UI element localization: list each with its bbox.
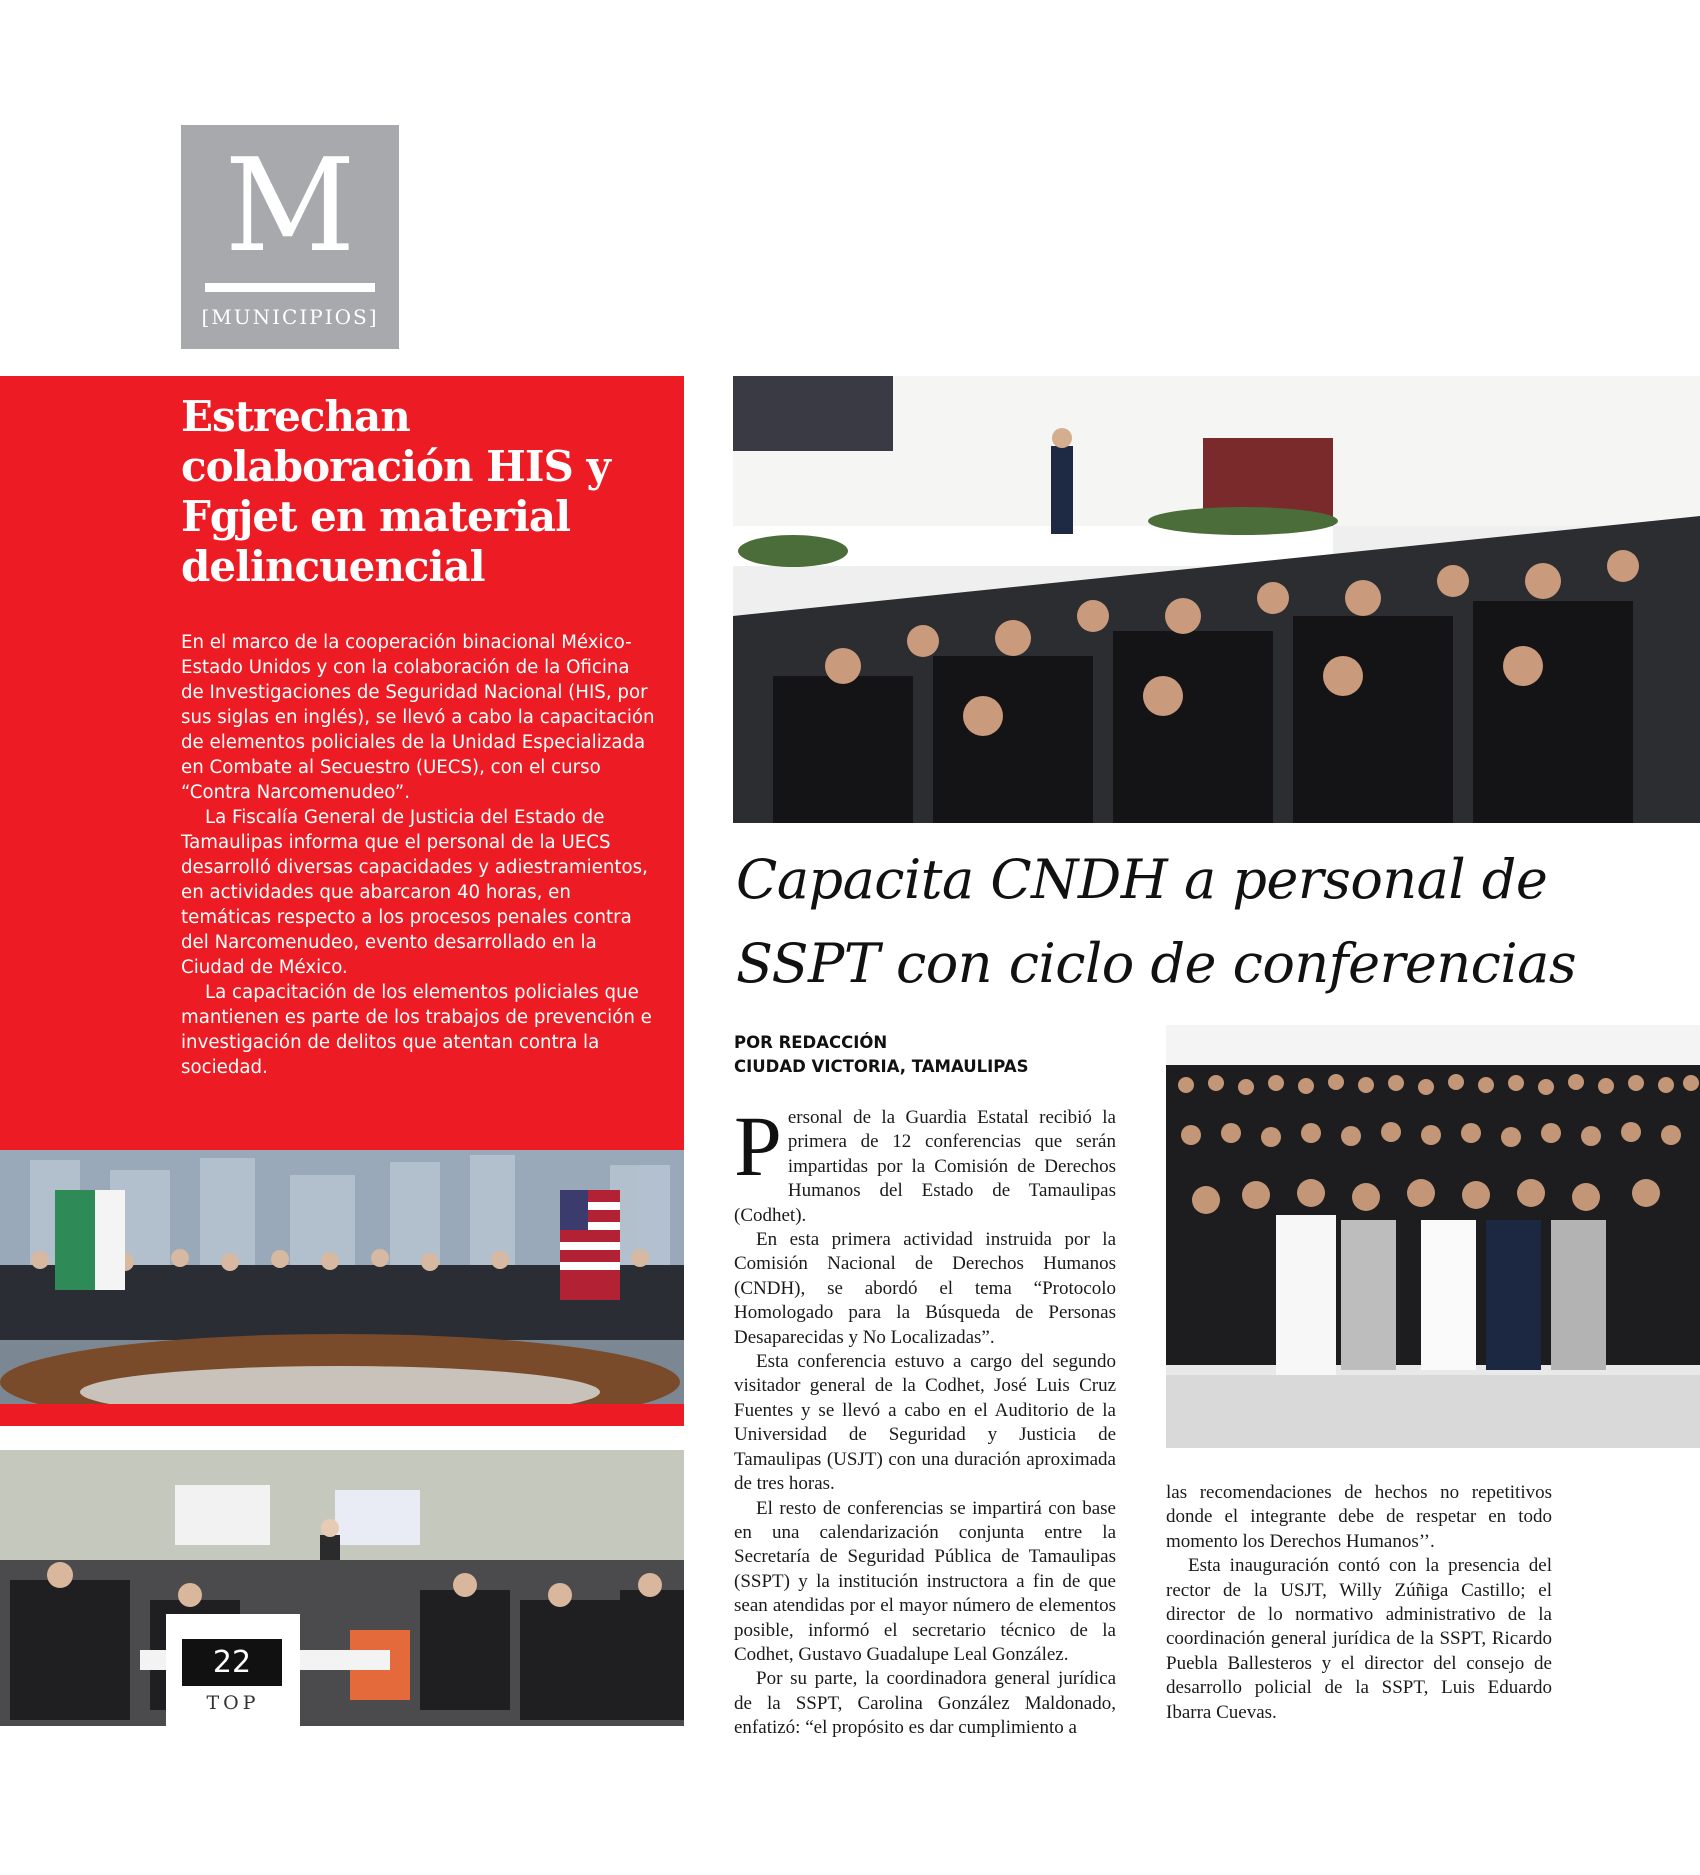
page-number: 22	[182, 1639, 282, 1686]
section-badge	[181, 125, 399, 349]
article-paragraph: El resto de conferencias se impartirá con base en una calendarización conjunta entre la Secretaría de Seguridad Pública de Tamaulipas (SSPT) y la institución instructora a fin de que sean atendidas por el mayor número de elementos posible, informó el secretario técnico de la Codhet, Gustavo Guadalupe Leal González.	[734, 1497, 1116, 1665]
drop-cap: P	[734, 1098, 782, 1194]
left-paragraph: La capacitación de los elementos policiales que mantienen es parte de los trabajos de prevención e investigación de delitos que atentan contra la sociedad.	[181, 982, 652, 1078]
article-paragraph: En esta primera actividad instruida por la Comisión Nacional de Derechos Humanos (CNDH), se abordó el tema “Protocolo Homologado para la Búsqueda de Personas Desaparecidas y No Localizadas”.	[734, 1229, 1116, 1348]
group-photo	[1166, 1025, 1700, 1448]
article-paragraph: Esta inauguración contó con la presencia del rector de la USJT, Willy Zúñiga Castillo; el director de lo normativo administrativo de la coordinación general jurídica de la SSPT, Ricardo Puebla Ballesteros y el director del consejo de desarrollo policial de la SSPT, Luis Eduardo Ibarra Cuevas.	[1166, 1555, 1552, 1723]
byline-author: POR REDACCIÓN	[734, 1033, 888, 1052]
page-tag: TOP	[206, 1692, 260, 1714]
left-paragraph: En el marco de la cooperación binacional México-Estado Unidos y con la colaboración de la Oficina de Investigaciones de Seguridad Nacional (HIS, por sus siglas en inglés), se llevó a cabo la capacitación de elementos policiales de la Unidad Especializada en Combate al Secuestro (UECS), con el curso “Contra Narcomenudeo”.	[181, 632, 655, 803]
page-number-box	[166, 1614, 300, 1726]
section-name: [MUNICIPIOS]	[201, 305, 379, 329]
article-paragraph: ersonal de la Guardia Estatal recibió la primera de 12 conferencias que serán impartidas por la Comisión de Derechos Humanos del Estado de Tamaulipas (Codhet).	[734, 1107, 1116, 1226]
byline-location: CIUDAD VICTORIA, TAMAULIPAS	[734, 1057, 1029, 1076]
article-column-2	[1166, 1481, 1552, 1725]
auditorium-photo	[733, 376, 1700, 823]
article-column-1	[734, 1098, 1116, 1741]
left-article-body	[181, 630, 656, 1080]
article-paragraph: Por su parte, la coordinadora general jurídica de la SSPT, Carolina González Maldonado, enfatizó: “el propósito es dar cumplimiento a	[734, 1668, 1116, 1739]
left-paragraph: La Fiscalía General de Justicia del Estado de Tamaulipas informa que el personal de la UECS desarrolló diversas capacidades y adiestramientos, en actividades que abarcaron 40 horas, en temáticas respecto a los procesos penales contra del Narcomenudeo, evento desarrollado en la Ciudad de México.	[181, 807, 648, 978]
article-paragraph: Esta conferencia estuvo a cargo del segundo visitador general de la Codhet, José Luis Cruz Fuentes y se llevó a cabo en el Auditorio de la Universidad de Seguridad y Justicia de Tamaulipas (USJT) con una duración aproximada de tres horas.	[734, 1351, 1116, 1495]
left-article-title: Estrechan colaboración HIS y Fgjet en material delincuencial	[181, 392, 610, 591]
section-rule	[205, 283, 375, 292]
meeting-room-photo	[0, 1150, 684, 1424]
classroom-photo	[0, 1450, 684, 1726]
main-article-title: Capacita CNDH a personal de SSPT con ciclo de conferencias	[736, 848, 1577, 995]
byline	[734, 1031, 1029, 1079]
section-letter: M	[224, 132, 356, 281]
article-paragraph: las recomendaciones de hechos no repetitivos donde el integrante debe de respetar en todo momento los Derechos Humanos’’.	[1166, 1482, 1552, 1552]
